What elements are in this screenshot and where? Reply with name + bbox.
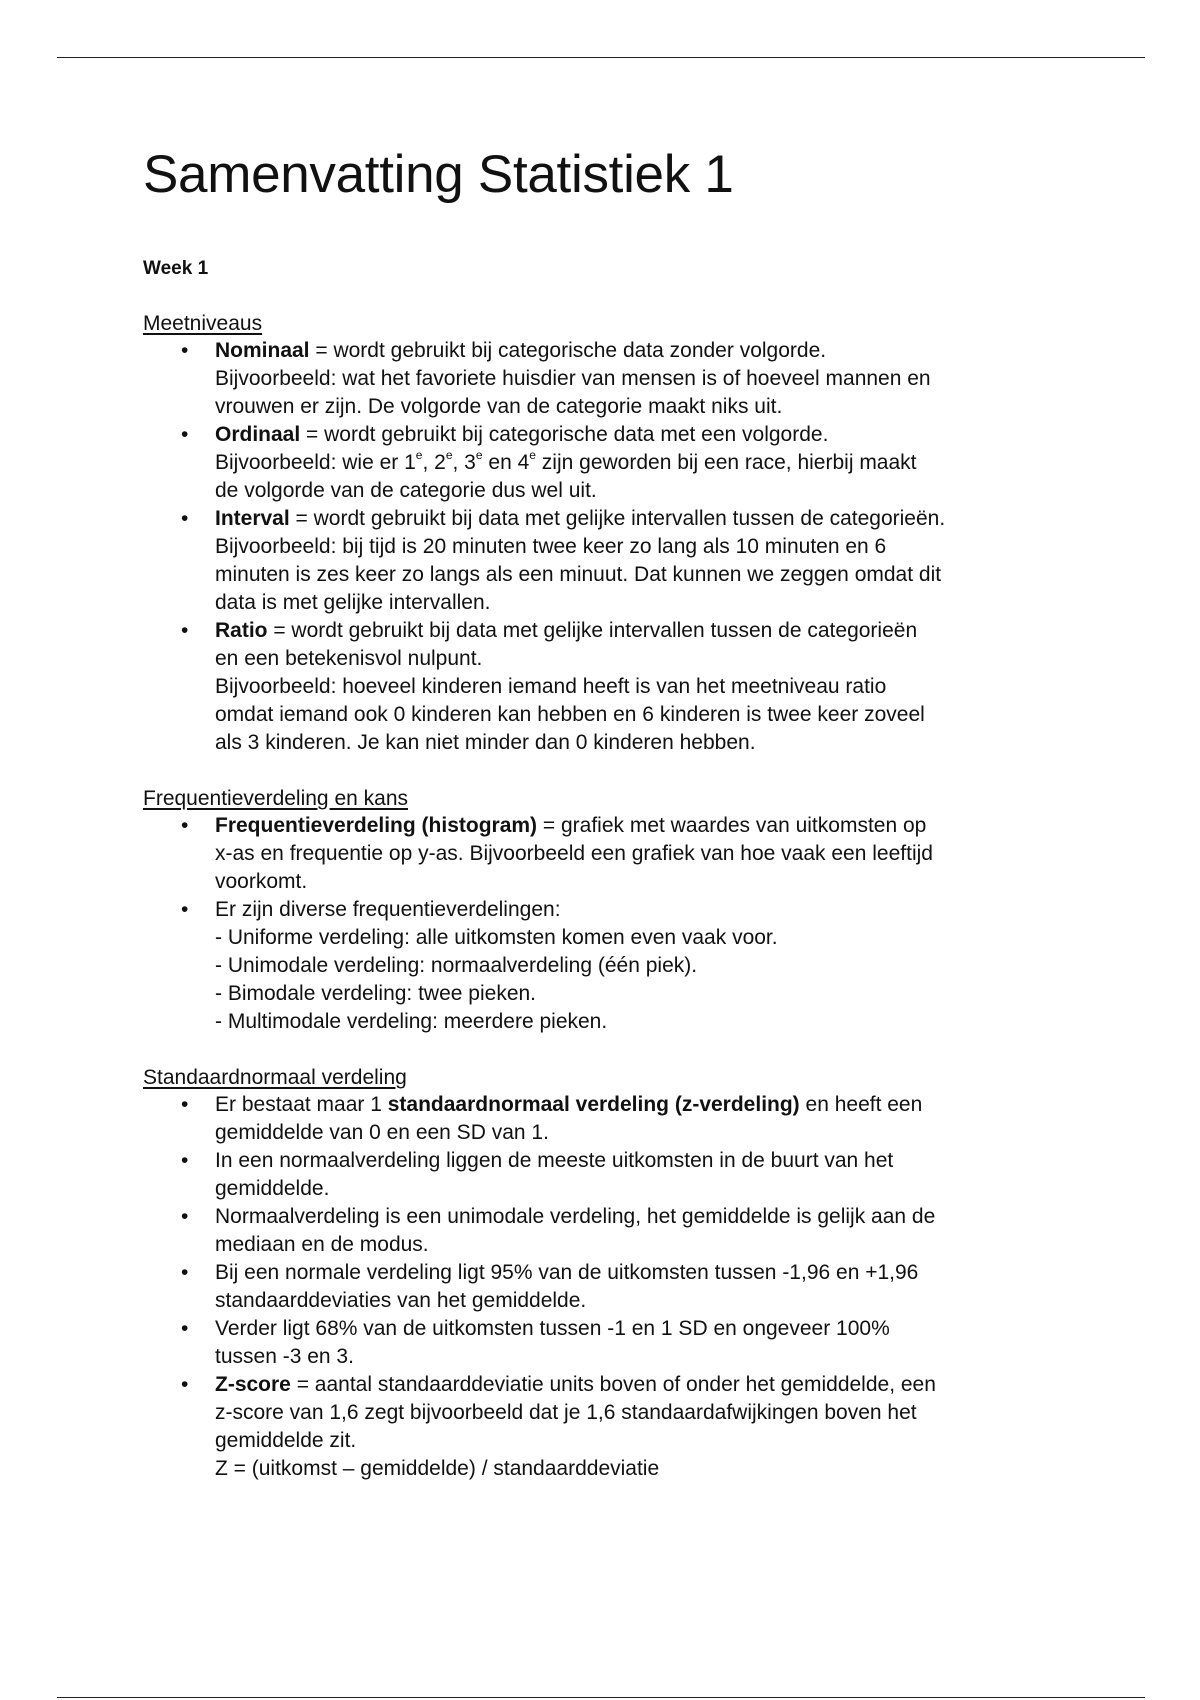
document-body: [143, 140, 1083, 1483]
list-item-z-verdeling: • Er bestaat maar 1 standaardnormaal verdeling (z-verdeling) en heeft een gemiddelde van 0 en een SD van 1.: [143, 1091, 1083, 1147]
list-item-ordinaal: • Ordinaal = wordt gebruikt bij categorische data met een volgorde. Bijvoorbeeld: wie er 1e, 2e, 3e en 4e zijn geworden bij een race, hierbij maakt de volgorde van de categorie dus wel uit.: [143, 421, 1083, 505]
list-item-ratio: • Ratio = wordt gebruikt bij data met gelijke intervallen tussen de categorieën en een betekenisvol nulpunt. Bijvoorbeeld: hoeveel kinderen iemand heeft is van het meetniveau ratio omdat iemand ook 0 kinderen kan hebben en 6 kinderen is twee keer zoveel als 3 kinderen. Je kan niet minder dan 0 kinderen hebben.: [143, 617, 1083, 757]
list-item-diverse-verdelingen: • Er zijn diverse frequentieverdelingen: - Uniforme verdeling: alle uitkomsten komen even vaak voor. - Unimodale verdeling: normaalverdeling (één piek). - Bimodale verdeling: twee pieken. - Multimodale verdeling: meerdere pieken.: [143, 896, 1083, 1036]
section-heading-meetniveaus: Meetniveaus: [143, 312, 263, 335]
top-rule: [57, 57, 1145, 58]
list-item-normaalverdeling-buurt: • In een normaalverdeling liggen de meeste uitkomsten in de buurt van het gemiddelde.: [143, 1147, 1083, 1203]
list-item-nominaal: • Nominaal = wordt gebruikt bij categorische data zonder volgorde. Bijvoorbeeld: wat het favoriete huisdier van mensen is of hoeveel mannen en vrouwen er zijn. De volgorde van de categorie maakt niks uit.: [143, 337, 1083, 421]
standaardnormaal-list: [143, 1091, 1083, 1483]
list-item-68-procent: • Verder ligt 68% van de uitkomsten tussen -1 en 1 SD en ongeveer 100% tussen -3 en 3.: [143, 1315, 1083, 1371]
week-heading: Week 1: [143, 258, 209, 279]
frequentie-list: [143, 812, 1083, 1036]
section-heading-standaardnormaal: Standaardnormaal verdeling: [143, 1066, 407, 1089]
list-item-z-score: • Z-score = aantal standaarddeviatie units boven of onder het gemiddelde, een z-score van 1,6 zegt bijvoorbeeld dat je 1,6 standaardafwijkingen boven het gemiddelde zit. Z = (uitkomst – gemiddelde) / standaarddeviatie: [143, 1371, 1083, 1483]
page-title: Samenvatting Statistiek 1: [143, 145, 734, 204]
list-item-unimodaal: • Normaalverdeling is een unimodale verdeling, het gemiddelde is gelijk aan de mediaan en de modus.: [143, 1203, 1083, 1259]
bottom-rule: [57, 1697, 1145, 1698]
list-item-frequentieverdeling: • Frequentieverdeling (histogram) = grafiek met waardes van uitkomsten op x-as en frequentie op y-as. Bijvoorbeeld een grafiek van hoe vaak een leeftijd voorkomt.: [143, 812, 1083, 896]
meetniveaus-list: [143, 337, 1083, 757]
list-item-95-procent: • Bij een normale verdeling ligt 95% van de uitkomsten tussen -1,96 en +1,96 standaarddeviaties van het gemiddelde.: [143, 1259, 1083, 1315]
list-item-interval: • Interval = wordt gebruikt bij data met gelijke intervallen tussen de categorieën. Bijvoorbeeld: bij tijd is 20 minuten twee keer zo lang als 10 minuten en 6 minuten is zes keer zo langs als een minuut. Dat kunnen we zeggen omdat dit data is met gelijke intervallen.: [143, 505, 1083, 617]
section-heading-frequentie: Frequentieverdeling en kans: [143, 787, 409, 810]
